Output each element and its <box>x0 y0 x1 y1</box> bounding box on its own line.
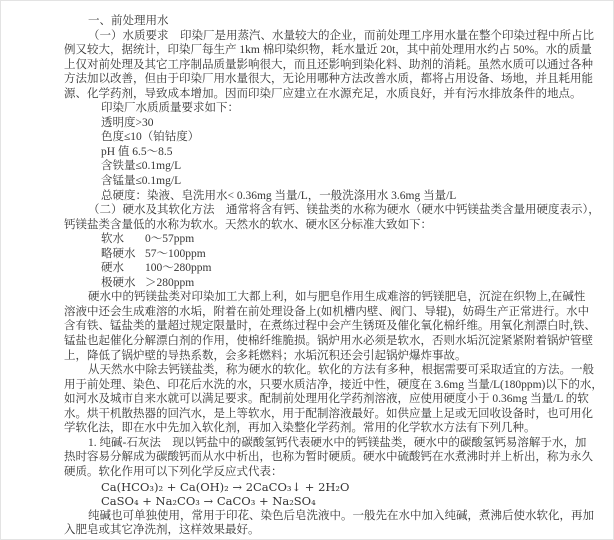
hardness-table-row <box>64 261 557 276</box>
paragraph-line: 学软化法，即在水中先加入软化剂，再加入染整化学药剂。常用的化学软水方法有下列几种。 <box>64 422 536 435</box>
chemical-equation: Ca(HCO₃)₂ + Ca(OH)₂ → 2CaCO₃↓ + 2H₂O <box>101 479 350 494</box>
paragraph-line: （二）硬水及其软化方法 通常将含有钙、镁盐类的水称为硬水（硬水中钙镁盐类含量用硬度表示）， <box>88 204 600 217</box>
hardness-label: 硬水 <box>101 262 124 275</box>
hardness-table-row <box>64 232 557 247</box>
hardness-value: 0～57ppm <box>145 233 195 246</box>
paragraph-line: （一）水质要求 印染厂是用蒸汽、水量较大的企业，而前处理工序用水量在整个印染过程中所占比 <box>88 29 594 42</box>
hardness-value: 100～280ppm <box>145 262 212 275</box>
hardness-label: 软水 <box>101 233 124 246</box>
paragraph-line: 入肥皂或其它净洗剂，这样效果最好。 <box>64 524 260 537</box>
paragraph-line: 纯碱也可单独使用，常用于印花、染色后皂洗液中。一般先在水中加入纯碱，煮沸后使水软化，再加 <box>88 509 594 522</box>
hardness-table-row <box>64 276 557 291</box>
hardness-label: 极硬水 <box>101 276 136 289</box>
paragraph-line: 例又较大，据统计，印染厂每生产 1km 棉印染织物，耗水量近 20t，其中前处理用水约占 50%。水的质量 <box>64 44 592 57</box>
paragraph-line: 硬质。软化作用可以下列化学反应式代表： <box>64 465 283 478</box>
hardness-table-row <box>64 247 557 262</box>
spec-line: 色度≤10（铂钴度） <box>101 131 200 144</box>
paragraph-line: 源、化学药剂，导致成本增加。因而印染厂应建立在水源充足，水质良好，并有污水排放条件的地点。 <box>64 87 582 100</box>
paragraph-line: 钙镁盐类含量低的水称为软水。天然水的软水、硬水区分标准大致如下： <box>64 218 432 231</box>
paragraph-line: 硬水中的钙镁盐类对印染加工大都上利，如与肥皂作用生成难溶的钙镁肥皂，沉淀在织物上,在碱性 <box>88 291 586 304</box>
section-heading: 一、前处理用水 <box>88 15 169 27</box>
spec-line: 总硬度：染液、皂洗用水< 0.36mg 当量/L，一般洗涤用水 3.6mg 当量/L <box>101 189 457 202</box>
spec-line: 含锰量≤0.1mg/L <box>101 175 182 188</box>
paragraph-line: 上仅对前处理及其它工序制品质量影响很大，而且还影响到染化料、助剂的消耗。虽然水质可以通过各种 <box>64 58 593 71</box>
spec-line: 含铁量≤0.1mg/L <box>101 160 182 173</box>
paragraph-line: 用于前处理、染色、印花后水洗的水，只要水质洁净，接近中性，硬度在 3.6mg 当量/L(180ppm)以下的水， <box>64 378 603 391</box>
paragraph-line: 1. 纯碱-石灰法 现以钙盐中的碳酸氢钙代表硬水中的钙镁盐类，硬水中的碳酸氢钙易溶解于水，加 <box>88 436 587 449</box>
paragraph-line: 如河水及城市自来水就可以满足要求。配制前处理用化学药剂溶液，应使用硬度小于 0.36mg 当量/L 的软 <box>64 393 589 406</box>
chemical-equation: CaSO₄ + Na₂CO₃ → CaCO₃ + Na₂SO₄ <box>101 494 316 509</box>
paragraph-line: 热时容易分解成为碳酸钙而从水中析出，也称为暂时硬质。硬水中硫酸钙在水煮沸时并上析出，称为永久 <box>64 451 593 464</box>
paragraph-line: 水。烘干机散热器的回汽水，是上等软水，用于配制溶液最好。如供应量上足或无回收设备时，也可用化 <box>64 407 593 420</box>
requirements-intro: 印染厂水质质量要求如下： <box>101 102 239 115</box>
paragraph-line: 从天然水中除去钙镁盐类，称为硬水的软化。软化的方法有多种，根据需要可采取适宜的方法。一般 <box>88 364 594 377</box>
paragraph-line: 含有铁、锰盐类的量超过规定限量时，在煮练过程中会产生锈斑及催化氧化棉纤维。用氧化剂漂白时,铁、 <box>64 320 596 333</box>
hardness-label: 略硬水 <box>101 247 136 260</box>
spec-line: pH 值 6.5～8.5 <box>101 145 173 158</box>
paragraph-line: 溶液中还会生成难溶的水垢，附着在前处理设备上(如机槽内壁、阀门、导辊)，妨碍生产正常进行。水中 <box>64 305 590 318</box>
paragraph-line: 锰盐也起催化分解漂白剂的作用，使棉纤维脆损。锅炉用水必须是软水，否则水垢沉淀紧紧附着锅炉管壁 <box>64 335 593 348</box>
hardness-value: 57～100ppm <box>145 247 206 260</box>
paragraph-line: 上，降低了锅炉壁的导热系数，会多耗燃料；水垢沉积还会引起锅炉爆炸事故。 <box>64 349 467 362</box>
hardness-value: ＞280ppm <box>145 276 195 289</box>
paragraph-line: 方法加以改善，但由于印染厂用水量很大，无论用哪种方法改善水质，都将占用设备、场地，并且耗用能 <box>64 73 593 86</box>
spec-line: 透明度>30 <box>101 116 154 129</box>
